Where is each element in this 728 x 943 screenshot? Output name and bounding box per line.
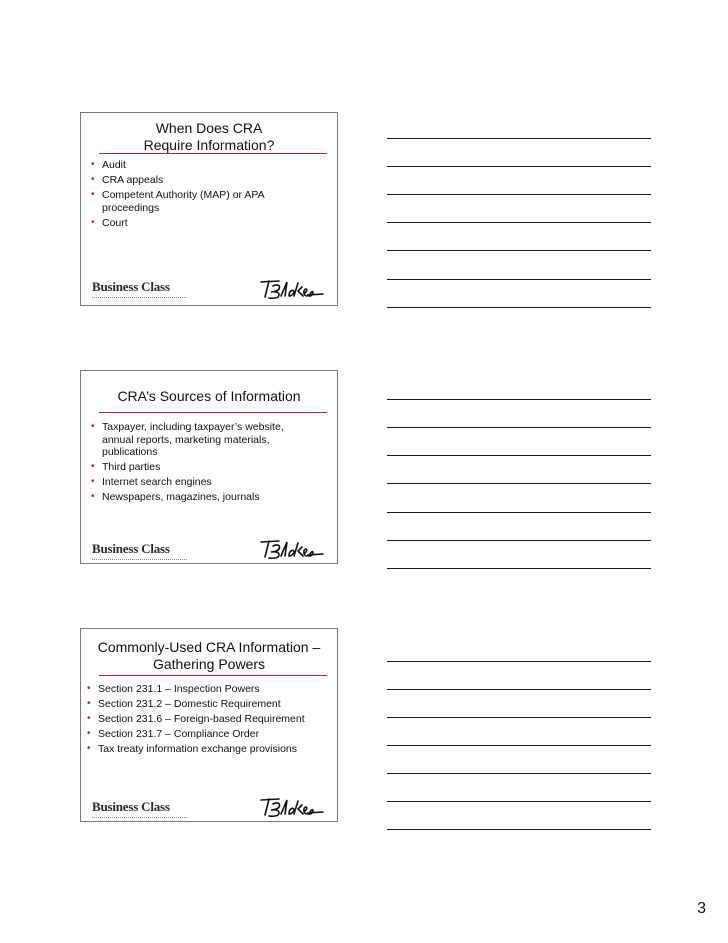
slide-title-line-1: When Does CRA [155,120,263,136]
bullet-item: • Section 231.1 – Inspection Powers [87,683,260,695]
bullet-icon: • [91,159,95,170]
slide-2 [80,370,338,564]
slide-title-line-2: Gathering Powers [152,656,266,672]
bullet-list [91,421,309,506]
brand-business-class: Business Class [92,799,170,814]
note-line [387,455,651,456]
note-line [387,689,651,690]
brand-tagline-rule [92,297,187,300]
note-line [387,250,651,251]
bullet-item: • Third parties [91,461,161,473]
note-line [387,801,651,802]
bullet-item: • Internet search engines [91,476,212,488]
note-line [387,829,651,830]
note-line [387,568,651,569]
bullet-icon: • [87,743,91,754]
bullet-item: • Audit [91,159,126,171]
bullet-list [91,159,311,232]
brand-business-class: Business Class [92,541,170,556]
title-underline [99,412,327,413]
note-line [387,773,651,774]
note-line [387,399,651,400]
title-underline [99,675,327,676]
bullet-icon: • [91,189,95,200]
slide-title [81,388,337,405]
blakes-logo [259,538,325,560]
slide-title-line-1: Commonly-Used CRA Information – [97,639,321,655]
bullet-icon: • [91,421,95,432]
note-line [387,540,651,541]
slide-title-line-1: CRA’s Sources of Information [117,388,301,404]
note-line [387,138,651,139]
note-line [387,307,651,308]
note-line [387,194,651,195]
bullet-icon: • [91,476,95,487]
note-line [387,745,651,746]
bullet-item: • CRA appeals [91,174,164,186]
bullet-item: • Taxpayer, including taxpayer’s website, annual reports, marketing materials, publications [91,421,284,458]
title-underline [99,153,327,154]
bullet-icon: • [91,491,95,502]
bullet-icon: • [87,683,91,694]
bullet-icon: • [91,216,95,228]
note-line [387,717,651,718]
bullet-icon: • [87,728,91,739]
slide-3 [80,628,338,822]
bullet-item: • Tax treaty information exchange provisions [87,743,298,755]
bullet-icon: • [91,174,95,185]
note-line [387,279,651,280]
bullet-list [87,683,337,758]
bullet-icon: • [87,698,91,709]
slide-1 [80,112,338,306]
bullet-item: • Section 231.2 – Domestic Requirement [87,698,281,710]
bullet-item: • Competent Authority (MAP) or APA proceedings [91,189,265,214]
note-line [387,661,651,662]
blakes-logo [259,796,325,818]
slide-title-line-2: Require Information? [143,137,275,153]
brand-business-class: Business Class [92,279,170,294]
bullet-item: • Court [91,216,128,229]
bullet-item: • Newspapers, magazines, journals [91,491,260,503]
note-line [387,512,651,513]
note-line [387,427,651,428]
bullet-icon: • [91,461,95,472]
slide-title [81,639,337,673]
brand-tagline-rule [92,559,187,562]
brand-tagline-rule [92,817,187,820]
bullet-item: • Section 231.7 – Compliance Order [87,728,260,740]
slide-title [81,120,337,154]
page-number: 3 [697,900,706,917]
note-line [387,222,651,223]
note-line [387,483,651,484]
blakes-logo [259,278,325,300]
bullet-item: • Section 231.6 – Foreign-based Requirement [87,713,305,725]
note-line [387,166,651,167]
bullet-icon: • [87,713,91,724]
